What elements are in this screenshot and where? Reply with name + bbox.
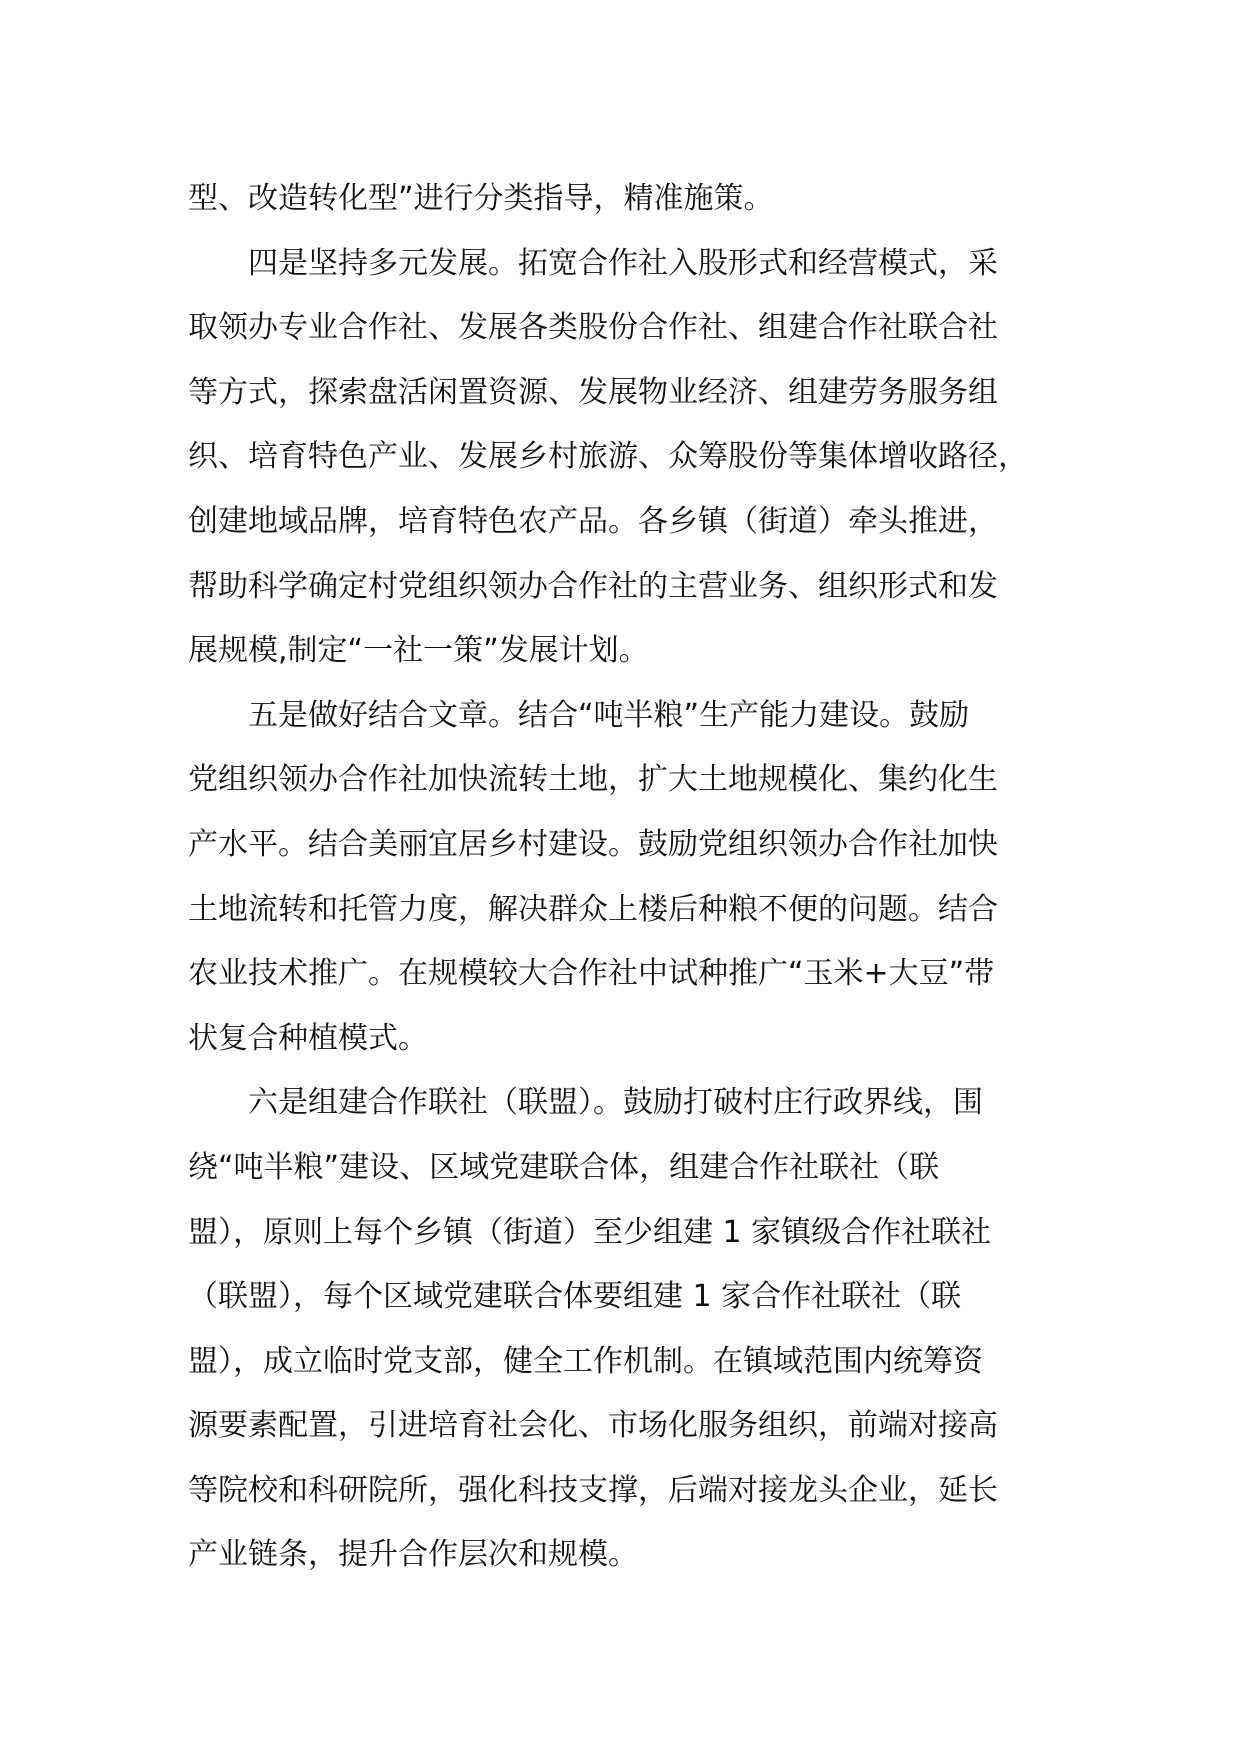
text-line: 盟），原则上每个乡镇（街道）至少组建 1 家镇级合作社联社 [188, 1214, 992, 1250]
text-line: 党组织领办合作社加快流转土地，扩大土地规模化、集约化生 [188, 762, 998, 798]
text-line: 农业技术推广。在规模较大合作社中试种推广“玉米+大豆”带 [188, 956, 995, 992]
text-line: 四是坚持多元发展。拓宽合作社入股形式和经营模式，采 [188, 245, 998, 281]
text-line: 创建地域品牌，培育特色农产品。各乡镇（街道）牵头推进， [188, 503, 998, 539]
document-body [188, 167, 1088, 1588]
text-line: 织、培育特色产业、发展乡村旅游、众筹股份等集体增收路径， [188, 439, 1028, 475]
text-line: 等院校和科研院所，强化科技支撑，后端对接龙头企业，延长 [188, 1472, 998, 1508]
text-line: 产业链条，提升合作层次和规模。 [188, 1537, 638, 1573]
text-line: 盟），成立临时党支部，健全工作机制。在镇域范围内统筹资 [188, 1343, 983, 1379]
text-line: 状复合种植模式。 [188, 1020, 428, 1056]
text-line: 展规模,制定“一社一策”发展计划。 [188, 633, 649, 669]
text-line: 源要素配置，引进培育社会化、市场化服务组织，前端对接高 [188, 1408, 998, 1444]
text-line: 绕“吨半粮”建设、区域党建联合体，组建合作社联社（联 [188, 1149, 940, 1185]
text-line: 土地流转和托管力度，解决群众上楼后种粮不便的问题。结合 [188, 891, 998, 927]
text-line: （联盟），每个区域党建联合体要组建 1 家合作社联社（联 [188, 1279, 962, 1315]
text-line: 帮助科学确定村党组织领办合作社的主营业务、组织形式和发 [188, 568, 998, 604]
text-line: 产水平。结合美丽宜居乡村建设。鼓励党组织领办合作社加快 [188, 826, 998, 862]
text-line: 五是做好结合文章。结合“吨半粮”生产能力建设。鼓励 [188, 697, 970, 733]
text-line: 等方式，探索盘活闲置资源、发展物业经济、组建劳务服务组 [188, 374, 998, 410]
text-line: 取领办专业合作社、发展各类股份合作社、组建合作社联合社 [188, 310, 998, 346]
text-line: 型、改造转化型”进行分类指导，精准施策。 [188, 181, 774, 216]
text-line: 六是组建合作联社（联盟）。鼓励打破村庄行政界线，围 [188, 1085, 983, 1121]
